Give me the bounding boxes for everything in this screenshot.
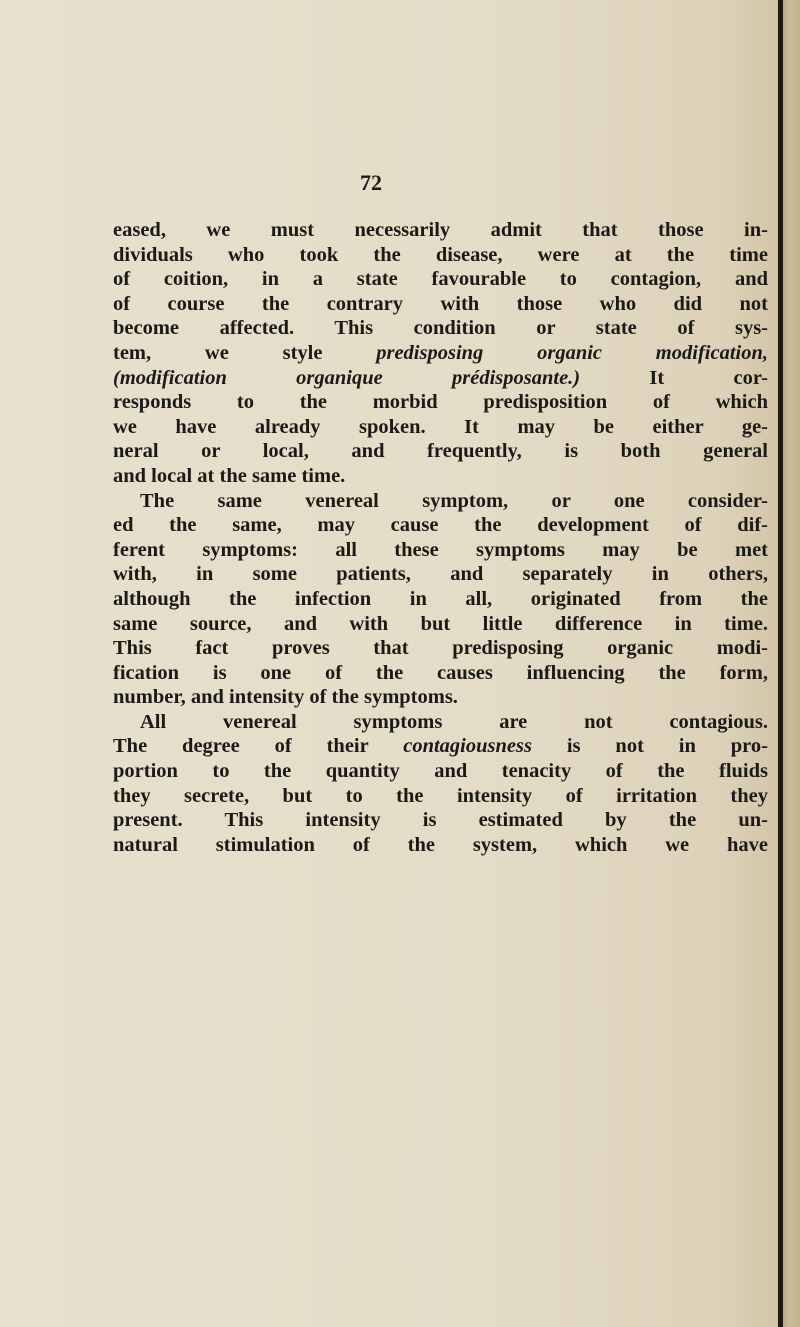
text-segment: dividuals who took the disease, were at the time [113, 243, 768, 266]
facing-page-edge [783, 0, 800, 1327]
text-line [113, 636, 768, 661]
text-line [113, 243, 768, 268]
text-line [113, 316, 768, 341]
text-line [113, 513, 768, 538]
text-segment: present. This intensity is estimated by the un- [113, 809, 768, 832]
text-segment: same source, and with but little difference in time. [113, 612, 768, 635]
text-segment: is not in pro- [531, 735, 768, 758]
body-text [113, 218, 768, 857]
text-line [113, 218, 768, 243]
text-segment: eased, we must necessarily admit that those in- [113, 219, 768, 241]
text-segment: natural stimulation of the system, which we have [113, 833, 768, 856]
text-line [113, 538, 768, 563]
text-line [113, 833, 768, 858]
italic-text: contagiousness [403, 735, 532, 758]
page-number: 72 [360, 170, 382, 195]
text-segment: tem, we style [113, 341, 377, 364]
text-segment: ed the same, may cause the development of dif- [113, 514, 768, 537]
text-segment: become affected. This condition or state of sys- [113, 317, 768, 340]
text-segment: responds to the morbid predisposition of which [113, 391, 768, 414]
text-segment: of coition, in a state favourable to contagion, and [113, 268, 768, 291]
text-line [113, 808, 768, 833]
text-line [113, 439, 768, 464]
text-line [113, 390, 768, 415]
text-line [113, 734, 768, 759]
text-line [113, 366, 768, 391]
text-line [113, 292, 768, 317]
text-segment: with, in some patients, and separately in others, [113, 563, 768, 586]
text-line [113, 612, 768, 637]
text-segment: All venereal symptoms are not contagious. [140, 710, 768, 733]
italic-text: predisposing organic modification, [376, 341, 768, 364]
text-line [113, 685, 768, 710]
text-segment: The degree of their [113, 735, 404, 758]
text-line [113, 489, 768, 514]
italic-text: (modification organique prédisposante.) [113, 366, 581, 389]
text-segment: we have already spoken. It may be either ge- [113, 415, 768, 438]
text-line [113, 759, 768, 784]
text-segment: fication is one of the causes influencing the form, [113, 661, 768, 684]
text-line [113, 710, 768, 735]
text-segment: number, and intensity of the symptoms. [113, 686, 458, 709]
text-line [113, 415, 768, 440]
text-line [113, 464, 768, 489]
text-line [113, 267, 768, 292]
text-segment: ferent symptoms: all these symptoms may be met [113, 538, 768, 561]
text-segment: they secrete, but to the intensity of irritation they [113, 784, 768, 807]
text-segment: of course the contrary with those who did not [113, 292, 768, 315]
text-segment: and local at the same time. [113, 464, 346, 487]
text-segment: It cor- [580, 366, 768, 389]
text-segment: neral or local, and frequently, is both general [113, 440, 768, 463]
text-segment: although the infection in all, originated from the [113, 587, 768, 610]
text-line [113, 562, 768, 587]
text-line [113, 784, 768, 809]
text-segment: The same venereal symptom, or one consider- [140, 489, 768, 512]
text-segment: portion to the quantity and tenacity of the fluids [113, 760, 768, 783]
text-line [113, 341, 768, 366]
text-line [113, 587, 768, 612]
text-segment: This fact proves that predisposing organic modi- [113, 637, 768, 660]
text-line [113, 661, 768, 686]
